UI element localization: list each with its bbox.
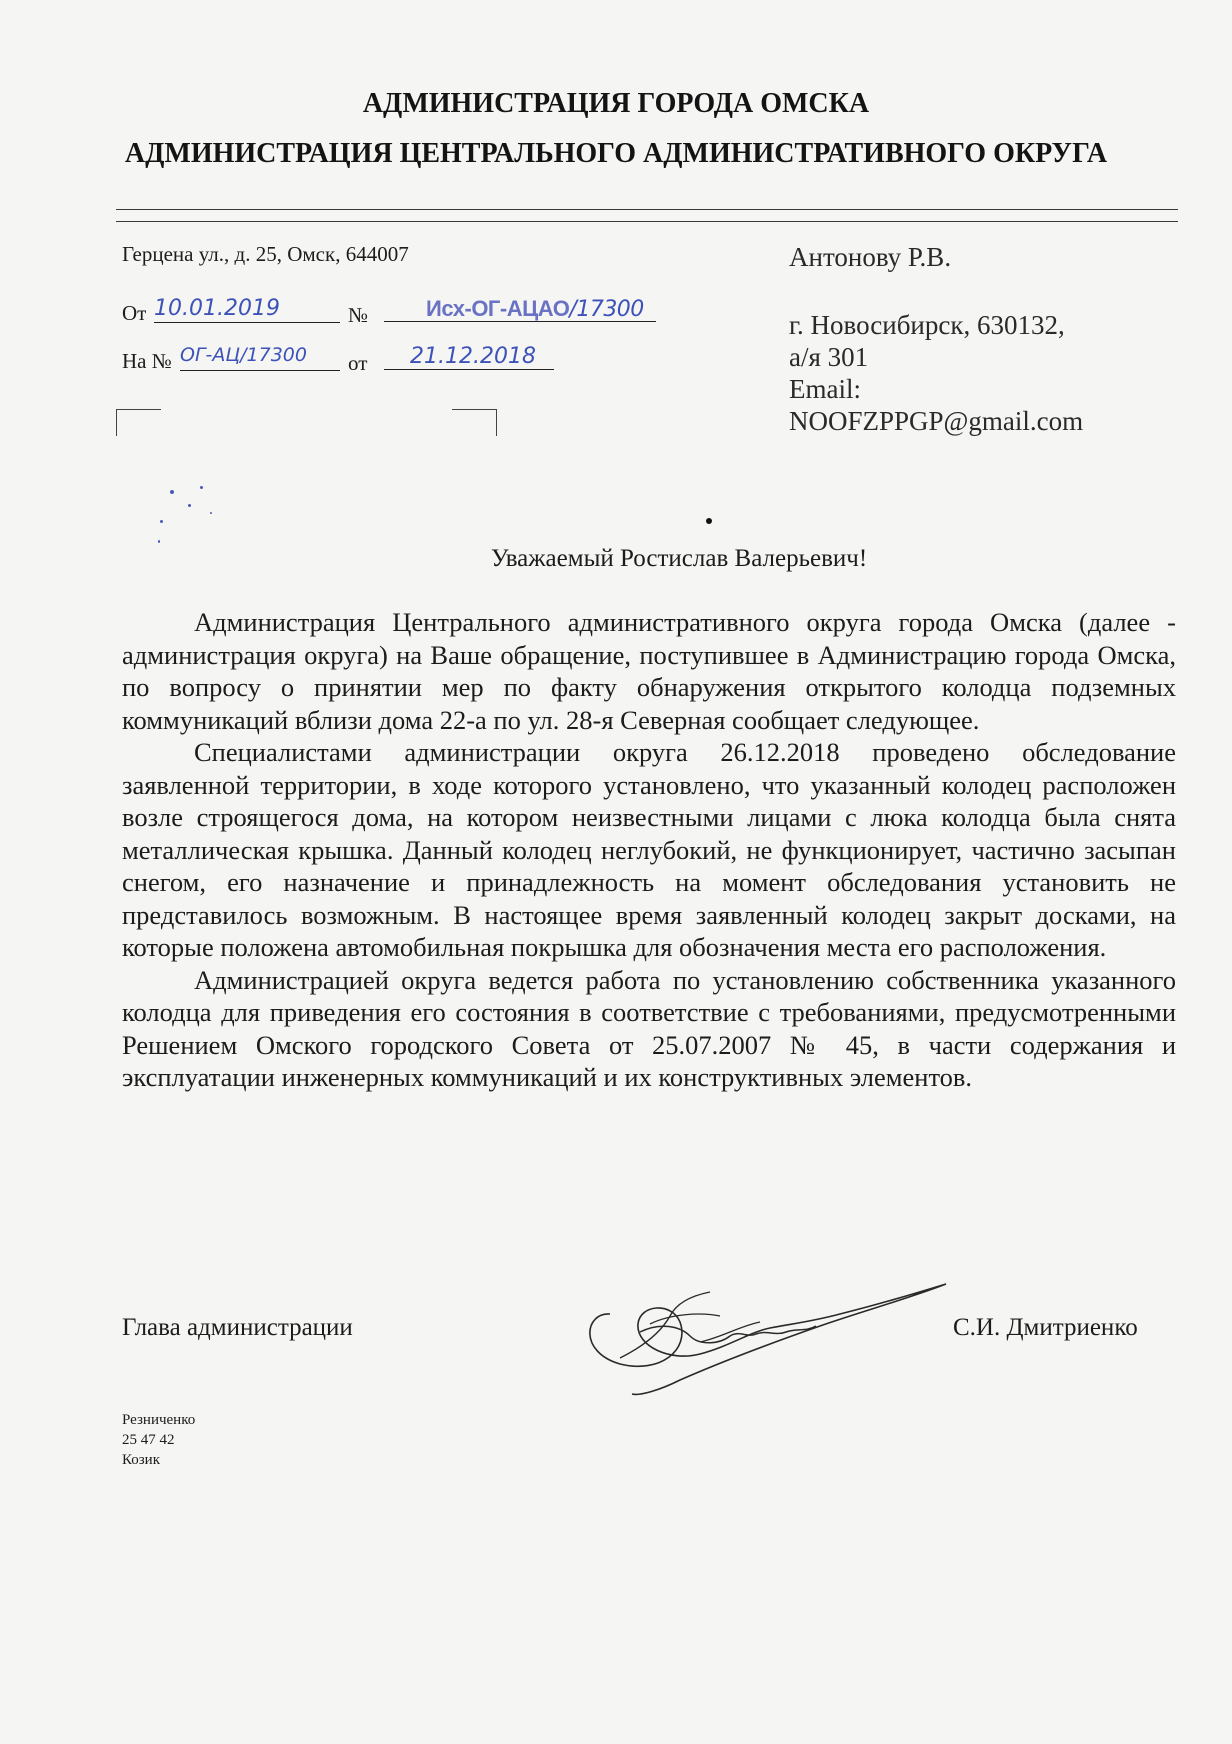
header-divider-top	[116, 209, 1178, 210]
reply-date-label: от	[348, 351, 368, 375]
signatory-name: С.И. Дмитриенко	[953, 1314, 1138, 1341]
executor-phone: 25 47 42	[122, 1432, 175, 1448]
recipient-po-box: а/я 301	[789, 342, 869, 372]
outgoing-number-suffix: /17300	[569, 297, 644, 322]
header-divider-bottom	[116, 221, 1178, 222]
letter-body	[122, 606, 1176, 1094]
from-date-field: 10.01.2019	[154, 296, 340, 323]
registration-frame-left	[116, 409, 161, 436]
registration-frame-right	[452, 409, 497, 436]
signatory-title: Глава администрации	[122, 1314, 353, 1341]
number-label: №	[348, 303, 369, 327]
reply-to-label: На №	[122, 349, 172, 373]
sender-address: Герцена ул., д. 25, Омск, 644007	[122, 242, 409, 266]
body-paragraph-1: Администрация Центрального административного округа города Омска (далее - администрация округа) на Ваше обращение, поступившее в Администрацию города Омска, по вопросу о принятии мер по факту обнаружения открытого колодца подземных коммуникаций вблизи дома 22-а по ул. 28-я Северная сообщает следующее.	[122, 607, 1176, 735]
body-paragraph-3: Администрацией округа ведется работа по установлению собственника указанного колодца для приведения его состояния в соответствие с требованиями, предусмотренными Решением Омского городского Совета от 25.07.2007 № 45, в части содержания и эксплуатации инженерных коммуникаций и их конструктивных элементов.	[122, 964, 1176, 1092]
executor-name: Резниченко	[122, 1412, 196, 1428]
org-title: АДМИНИСТРАЦИЯ ГОРОДА ОМСКА	[362, 88, 870, 119]
recipient-city: г. Новосибирск, 630132,	[789, 310, 1065, 340]
outgoing-number-stamp	[384, 296, 656, 322]
executor-extra: Козик	[122, 1452, 160, 1468]
recipient-email-label: Email:	[789, 374, 861, 404]
reply-number-field: ОГ-АЦ/17300	[180, 344, 340, 371]
recipient-name: Антонову Р.В.	[789, 242, 952, 272]
org-subtitle: АДМИНИСТРАЦИЯ ЦЕНТРАЛЬНОГО АДМИНИСТРАТИВНОГО ОКРУГА	[124, 138, 1108, 169]
salutation: Уважаемый Ростислав Валерьевич!	[490, 545, 868, 572]
handwritten-signature	[580, 1262, 950, 1398]
scan-specks	[130, 460, 630, 550]
body-paragraph-2: Специалистами администрации округа 26.12.2018 проведено обследование заявленной территории, в ходе которого установлено, что указанный колодец расположен возле строящегося дома, на котором неизвестными лицами с люка колодца была снята металлическая крышка. Данный колодец неглубокий, не функционирует, частично засыпан снегом, его назначение и принадлежность на момент обследования установить не представилось возможным. В настоящее время заявленный колодец закрыт досками, на которые положена автомобильная покрышка для обозначения места его расположения.	[122, 737, 1176, 962]
from-label: От	[122, 301, 147, 325]
recipient-email: NOOFZPPGP@gmail.com	[789, 406, 1084, 436]
reply-date-field: 21.12.2018	[384, 344, 554, 370]
outgoing-number-stamp-text: Исх-ОГ-АЦАО	[426, 296, 570, 321]
